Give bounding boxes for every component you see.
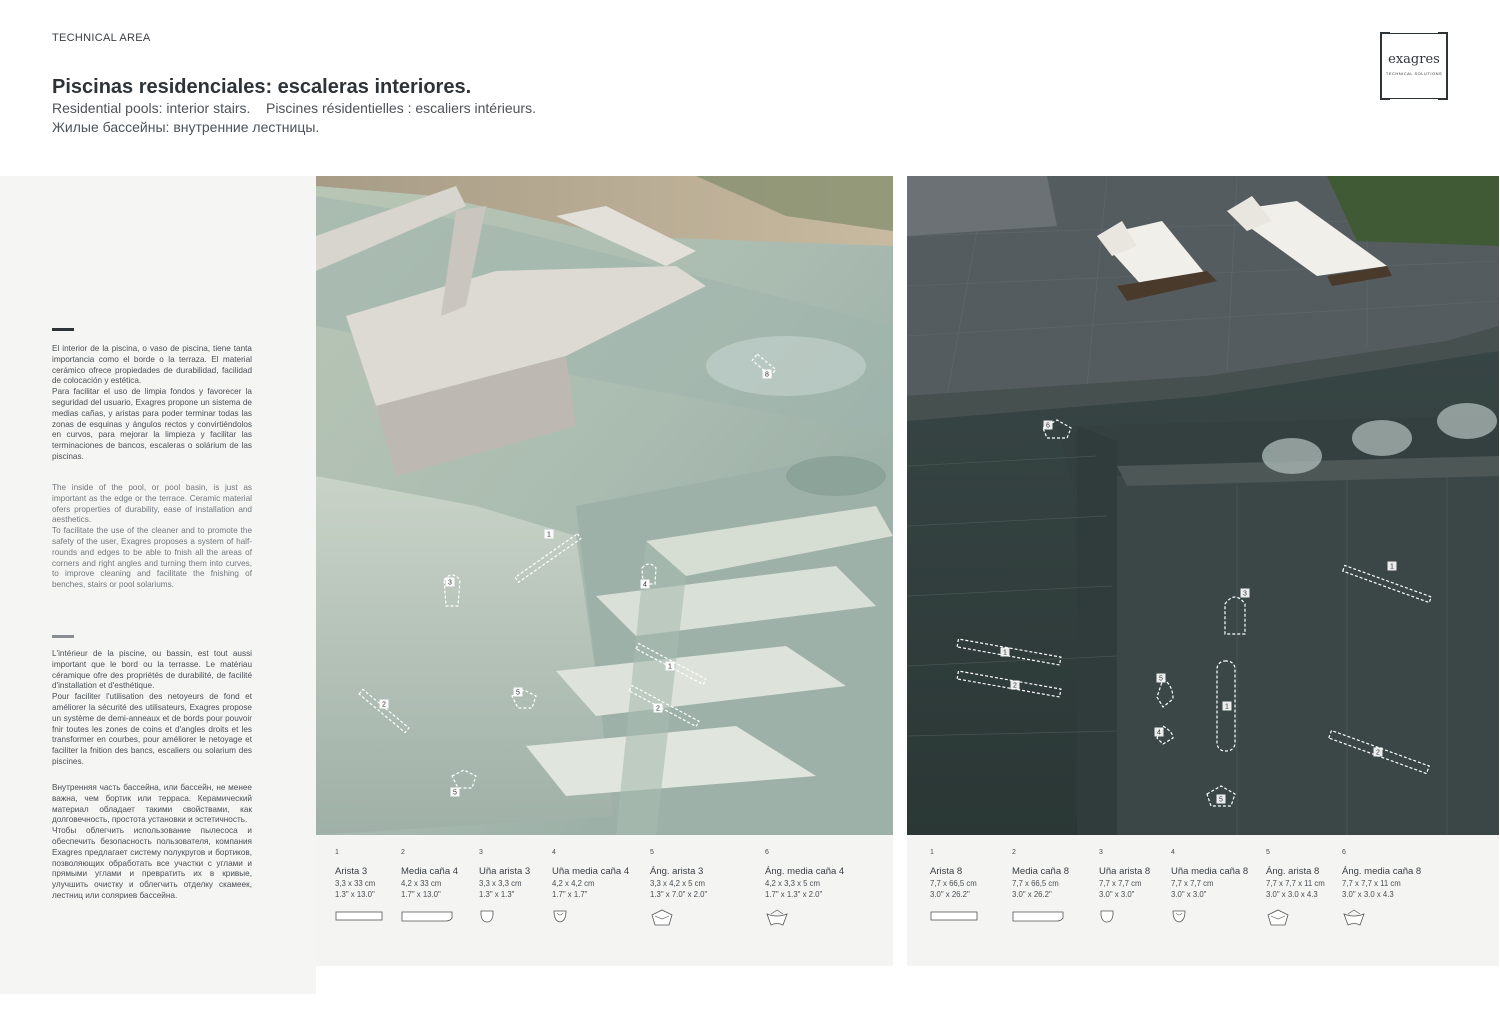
section-label: TECHNICAL AREA: [52, 32, 151, 44]
piece-name: Áng. media caña 4: [765, 866, 845, 877]
exagres-logo: [1380, 32, 1448, 100]
piece-size-cm: 4,2 x 3,3 x 5 cm: [765, 879, 821, 888]
piece-name: Áng. media caña 8: [1342, 866, 1422, 877]
description-fr: L'intérieur de la piscine, ou bassin, est tout aussi important que le bord ou la terrasse. Le matériau céramique ofre des propriétés de durabilité, de facilité d'installation et d'esthétique. Pour faciliter l'utilisation des netoyeurs de fond et améliorer la sécurité des utilisateurs, Exagres propose un système de demi-anneaux et de bords pour pouvoir fnir toutes les zones de coins et d'angles droits et les transformer en courbes, pour améliorer le netoyage et faciliter la fnition des bancs, escaliers ou solarium des piscines.: [52, 649, 252, 766]
callout-marker-label: 4: [643, 581, 647, 589]
piece-name: Media caña 4: [401, 866, 459, 877]
piece-number: 1: [930, 849, 934, 856]
piece-size-cm: 3,3 x 3,3 cm: [479, 879, 522, 888]
piece-shape-icon: [1266, 909, 1290, 932]
piece-number: 6: [1342, 849, 1346, 856]
description-ru: Внутренняя часть бассейна, или бассейн, не менее важна, чем бортик или терраса. Керамический материал обладает такими свойствами, как долговечность, простота установки и эстетичность. Чтобы облегчить использование пылесоса и обеспечить безопасность пользователя, компания Exagres предлагает систему полукругов и бортиков, позволяющих обработать все участки с углами и прямыми углами и превратить их в кривые, улучшить очистку и облегчить отделку скамеек, лестниц или соляриев бассейна.: [52, 783, 252, 900]
callout-marker-label: 5: [453, 789, 457, 797]
callout-marker-label: 1: [1003, 649, 1007, 657]
piece-name: Uña media caña 8: [1171, 866, 1249, 877]
callout-marker-label: 1: [1225, 703, 1229, 711]
callout-marker-label: 1: [547, 531, 551, 539]
piece-size-inch: 1.7" x 1.3" x 2.0": [765, 890, 823, 899]
callout-marker-label: 5: [1159, 675, 1163, 683]
callout-marker-label: 5: [516, 689, 520, 697]
piece-number: 3: [1099, 849, 1103, 856]
piece-shape-icon: [335, 909, 383, 927]
piece-shape-icon: [765, 909, 789, 932]
piece-size-inch: 3.0" x 3.0": [1099, 890, 1135, 899]
page-subtitle-en-fr: Residential pools: interior stairs. Piscines résidentielles : escaliers intérieurs.: [52, 100, 536, 116]
callout-marker-label: 3: [1243, 590, 1247, 598]
piece-size-inch: 3.0" x 26.2": [1012, 890, 1052, 899]
piece-shape-icon: [1012, 909, 1064, 927]
callout-marker-label: 1: [1390, 563, 1394, 571]
pool-photo-light: [316, 176, 893, 835]
callout-marker-label: 2: [1376, 749, 1380, 757]
piece-size-inch: 1.3" x 7.0" x 2.0": [650, 890, 708, 899]
piece-number: 1: [335, 849, 339, 856]
piece-shape-icon: [650, 909, 674, 932]
piece-size-cm: 4,2 x 33 cm: [401, 879, 442, 888]
piece-shape-icon: [1099, 909, 1115, 928]
callout-marker-label: 6: [1046, 422, 1050, 430]
piece-number: 5: [650, 849, 654, 856]
piece-number: 3: [479, 849, 483, 856]
piece-shape-icon: [1171, 909, 1187, 928]
callout-marker-label: 3: [448, 579, 452, 587]
piece-name: Media caña 8: [1012, 866, 1070, 877]
piece-size-inch: 3.0" x 3.0 x 4.3: [1342, 890, 1394, 899]
piece-number: 5: [1266, 849, 1270, 856]
piece-name: Uña arista 3: [479, 866, 531, 877]
pool-photo-dark: [907, 176, 1499, 835]
piece-number: 6: [765, 849, 769, 856]
piece-size-inch: 1.7" x 1.7": [552, 890, 588, 899]
logo-tagline: TECHNICAL SOLUTIONS: [1385, 71, 1443, 76]
callout-marker-label: 2: [382, 701, 386, 709]
piece-name: Arista 8: [930, 866, 963, 877]
piece-shape-icon: [479, 909, 495, 928]
piece-size-cm: 3,3 x 4,2 x 5 cm: [650, 879, 706, 888]
piece-size-cm: 7,7 x 7,7 x 11 cm: [1342, 879, 1401, 888]
piece-shape-icon: [930, 909, 978, 927]
piece-size-inch: 1.3" x 13.0": [335, 890, 375, 899]
piece-number: 2: [401, 849, 405, 856]
piece-number: 4: [1171, 849, 1175, 856]
piece-size-inch: 1.7" x 13.0": [401, 890, 441, 899]
piece-size-cm: 7,7 x 7,7 cm: [1099, 879, 1142, 888]
piece-number: 4: [552, 849, 556, 856]
callout-marker-label: 2: [656, 705, 660, 713]
piece-name: Uña media caña 4: [552, 866, 630, 877]
page-title: Piscinas residenciales: escaleras interiores.: [52, 76, 472, 98]
description-column: [0, 176, 316, 994]
piece-size-cm: 7,7 x 7,7 x 11 cm: [1266, 879, 1325, 888]
legend-pieces-8: [907, 835, 1499, 966]
divider: [52, 328, 74, 331]
piece-size-cm: 7,7 x 7,7 cm: [1171, 879, 1214, 888]
callout-marker-label: 4: [1157, 729, 1161, 737]
piece-shape-icon: [1342, 909, 1366, 932]
piece-number: 2: [1012, 849, 1016, 856]
callout-marker-label: 8: [765, 371, 769, 379]
page-subtitle-ru: Жилые бассейны: внутренние лестницы.: [52, 119, 320, 135]
piece-size-cm: 7,7 x 66,5 cm: [930, 879, 977, 888]
legend-pieces-3-4: [316, 835, 893, 966]
piece-size-inch: 1.3" x 1.3": [479, 890, 515, 899]
piece-size-cm: 3,3 x 33 cm: [335, 879, 376, 888]
callout-marker-label: 1: [668, 663, 672, 671]
piece-size-inch: 3.0" x 26.2": [930, 890, 970, 899]
piece-name: Áng. arista 8: [1266, 866, 1320, 877]
callout-marker-label: 2: [1013, 682, 1017, 690]
piece-name: Arista 3: [335, 866, 368, 877]
piece-size-cm: 4,2 x 4,2 cm: [552, 879, 595, 888]
description-es: El interior de la piscina, o vaso de piscina, tiene tanta importancia como el borde o la terraza. El material cerámico ofrece propiedades de durabilidad, facilidad de colocación y estética. Para facilitar el uso de limpia fondos y favorecer la seguridad del usuario, Exagres propone un sistema de medias cañas, y aristas para poder terminar todas las zonas de esquinas y ángulos rectos y convirtiéndolos en curvos, para mejorar la limpieza y facilitar las terminaciones de bancos, escaleras o solárium de las piscinas.: [52, 344, 252, 461]
piece-size-inch: 3.0" x 3.0 x 4.3: [1266, 890, 1318, 899]
logo-wordmark: exagres: [1388, 52, 1440, 67]
piece-shape-icon: [401, 909, 453, 927]
callout-marker-label: 5: [1219, 796, 1223, 804]
divider: [52, 635, 74, 638]
piece-size-inch: 3.0" x 3.0": [1171, 890, 1207, 899]
description-en: The inside of the pool, or pool basin, is just as important as the edge or the terrace. Ceramic material ofers properties of durability, ease of installation and aesthetics. To facilitate the use of the cleaner and to promote the safety of the user, Exagres proposes a system of half-rounds and edges to be able to fnish all the areas of corners and right angles and turning them into curves, to improve cleaning and facilitate the fnishing of benches, stairs or pool solariums.: [52, 483, 252, 590]
piece-shape-icon: [552, 909, 568, 928]
piece-size-cm: 7,7 x 66,5 cm: [1012, 879, 1059, 888]
piece-name: Uña arista 8: [1099, 866, 1151, 877]
piece-name: Áng. arista 3: [650, 866, 704, 877]
